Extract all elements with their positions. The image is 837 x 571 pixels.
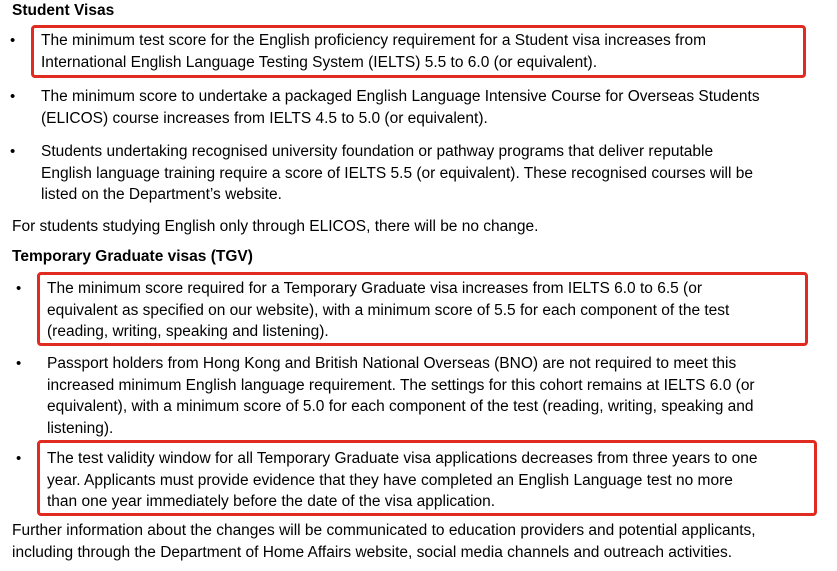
closing-line: including through the Department of Home Affairs website, social media channels and outreach activities. [12, 543, 733, 561]
bullet-marker: • [16, 280, 22, 297]
bullet-line: Passport holders from Hong Kong and British National Overseas (BNO) are not required to meet this [47, 355, 737, 372]
student-bullet-3 [41, 141, 753, 206]
section-heading-student-visas: Student Visas [12, 2, 115, 19]
bullet-marker: • [16, 355, 22, 372]
bullet-line: The minimum score required for a Temporary Graduate visa increases from IELTS 6.0 to 6.5 (or [47, 280, 702, 297]
tgv-bullet-3 [47, 448, 757, 513]
student-bullet-1 [41, 30, 706, 73]
bullet-marker: • [10, 143, 16, 160]
bullet-line: The minimum score to undertake a packaged English Language Intensive Course for Overseas Students [41, 88, 760, 105]
bullet-line: International English Language Testing System (IELTS) 5.5 to 6.0 (or equivalent). [41, 53, 598, 71]
closing-line: Further information about the changes will be communicated to education providers and potential applicants, [12, 522, 756, 539]
tgv-bullet-1 [47, 278, 729, 343]
elicos-note: For students studying English only through ELICOS, there will be no change. [12, 218, 539, 235]
closing-paragraph [12, 520, 756, 563]
bullet-line: increased minimum English language requirement. The settings for this cohort remains at IELTS 6.0 (or [47, 376, 755, 394]
section-heading-tgv: Temporary Graduate visas (TGV) [12, 248, 253, 265]
bullet-line: (reading, writing, speaking and listening). [47, 323, 329, 340]
bullet-line: equivalent as specified on our website), with a minimum score of 5.5 for each component of the test [47, 301, 730, 319]
bullet-line: The minimum test score for the English proficiency requirement for a Student visa increases from [41, 32, 707, 49]
tgv-bullet-2 [47, 353, 755, 439]
bullet-line: listed on the Department’s website. [41, 186, 282, 203]
bullet-line: Students undertaking recognised university foundation or pathway programs that deliver reputable [41, 143, 714, 160]
bullet-line: (ELICOS) course increases from IELTS 4.5 to 5.0 (or equivalent). [41, 109, 488, 127]
bullet-marker: • [16, 450, 22, 467]
bullet-line: listening). [47, 419, 114, 437]
bullet-line: English language training require a score of IELTS 5.5 (or equivalent). These recognised courses will be [41, 164, 753, 182]
bullet-marker: • [10, 88, 16, 105]
bullet-line: The test validity window for all Temporary Graduate visa applications decreases from three years to one [47, 450, 758, 467]
bullet-line: equivalent), with a minimum score of 5.0 for each component of the test (reading, writing, speaking and [47, 398, 754, 415]
bullet-line: year. Applicants must provide evidence that they have completed an English Language test no more [47, 471, 733, 489]
student-bullet-2 [41, 86, 760, 129]
bullet-line: than one year immediately before the date of the visa application. [47, 493, 496, 510]
bullet-marker: • [10, 32, 16, 49]
